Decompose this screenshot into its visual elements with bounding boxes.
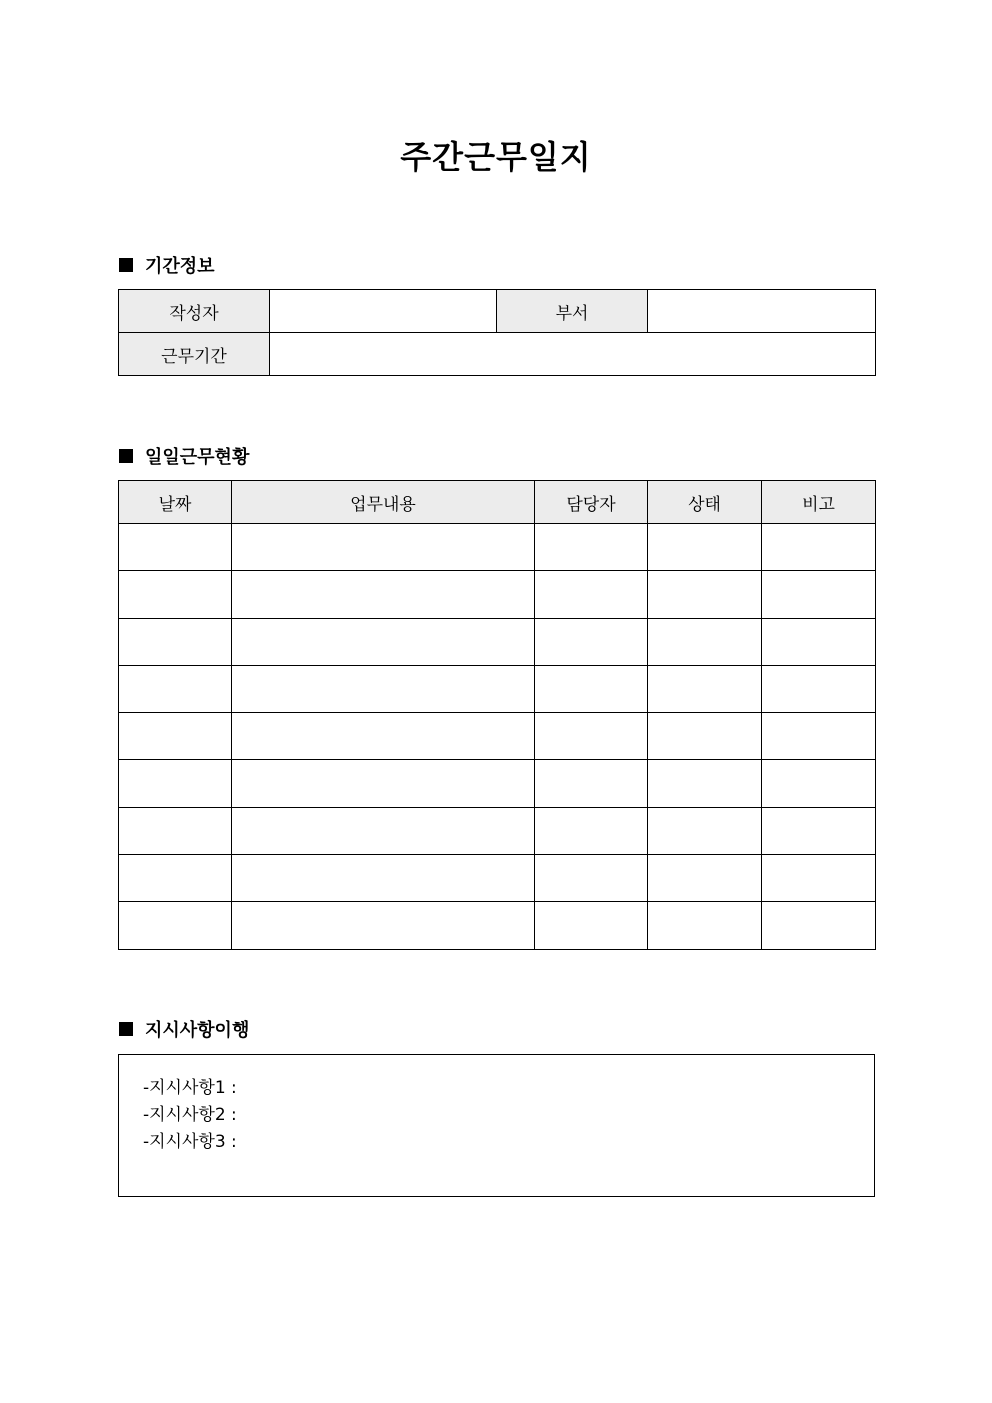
section-heading-daily-status [119, 443, 249, 469]
cell-date[interactable] [119, 807, 232, 854]
cell-date[interactable] [119, 571, 232, 618]
instruction-item: -지시사항3 : [143, 1132, 237, 1152]
cell-status[interactable] [648, 665, 762, 712]
cell-assignee[interactable] [535, 713, 648, 760]
column-header-remarks: 비고 [762, 481, 876, 524]
cell-task[interactable] [232, 618, 535, 665]
instructions-box[interactable] [118, 1054, 875, 1197]
cell-assignee[interactable] [535, 665, 648, 712]
document-title: 주간근무일지 [400, 138, 592, 176]
table-row [119, 855, 876, 902]
cell-assignee[interactable] [535, 807, 648, 854]
author-label: 작성자 [119, 290, 270, 333]
cell-remarks[interactable] [762, 807, 876, 854]
column-header-task: 업무내용 [232, 481, 535, 524]
cell-task[interactable] [232, 665, 535, 712]
cell-date[interactable] [119, 524, 232, 571]
table-row [119, 760, 876, 807]
section-heading-label: 일일근무현황 [145, 447, 250, 468]
work-period-label: 근무기간 [119, 333, 270, 376]
cell-status[interactable] [648, 902, 762, 949]
cell-date[interactable] [119, 902, 232, 949]
cell-date[interactable] [119, 760, 232, 807]
table-row [119, 524, 876, 571]
author-value-cell[interactable] [270, 290, 497, 333]
instruction-item: -지시사항2 : [143, 1105, 237, 1125]
table-row [119, 807, 876, 854]
cell-remarks[interactable] [762, 665, 876, 712]
cell-status[interactable] [648, 713, 762, 760]
instruction-item: -지시사항1 : [143, 1078, 237, 1098]
cell-task[interactable] [232, 855, 535, 902]
section-heading-label: 기간정보 [145, 256, 215, 277]
cell-date[interactable] [119, 618, 232, 665]
cell-remarks[interactable] [762, 760, 876, 807]
work-period-value-cell[interactable] [270, 333, 876, 376]
cell-task[interactable] [232, 807, 535, 854]
department-label: 부서 [497, 290, 648, 333]
table-row [119, 902, 876, 949]
cell-status[interactable] [648, 807, 762, 854]
table-header-row [119, 481, 876, 524]
table-row [119, 665, 876, 712]
cell-assignee[interactable] [535, 524, 648, 571]
cell-assignee[interactable] [535, 855, 648, 902]
cell-assignee[interactable] [535, 902, 648, 949]
cell-status[interactable] [648, 855, 762, 902]
cell-task[interactable] [232, 571, 535, 618]
section-heading-period-info [119, 252, 215, 278]
cell-status[interactable] [648, 524, 762, 571]
cell-date[interactable] [119, 713, 232, 760]
cell-date[interactable] [119, 665, 232, 712]
section-heading-label: 지시사항이행 [145, 1020, 250, 1041]
cell-date[interactable] [119, 855, 232, 902]
daily-status-table [118, 480, 876, 950]
cell-task[interactable] [232, 760, 535, 807]
table-row [119, 618, 876, 665]
period-info-table [118, 289, 876, 376]
cell-task[interactable] [232, 524, 535, 571]
section-heading-instructions [119, 1016, 249, 1042]
table-row [119, 571, 876, 618]
cell-status[interactable] [648, 618, 762, 665]
column-header-assignee: 담당자 [535, 481, 648, 524]
column-header-date: 날짜 [119, 481, 232, 524]
cell-remarks[interactable] [762, 618, 876, 665]
table-row [119, 713, 876, 760]
cell-assignee[interactable] [535, 760, 648, 807]
cell-status[interactable] [648, 760, 762, 807]
cell-task[interactable] [232, 713, 535, 760]
cell-assignee[interactable] [535, 618, 648, 665]
cell-remarks[interactable] [762, 855, 876, 902]
cell-status[interactable] [648, 571, 762, 618]
column-header-status: 상태 [648, 481, 762, 524]
cell-task[interactable] [232, 902, 535, 949]
cell-remarks[interactable] [762, 713, 876, 760]
cell-remarks[interactable] [762, 902, 876, 949]
square-bullet-icon [119, 1022, 133, 1036]
cell-remarks[interactable] [762, 571, 876, 618]
department-value-cell[interactable] [648, 290, 876, 333]
cell-assignee[interactable] [535, 571, 648, 618]
square-bullet-icon [119, 449, 133, 463]
cell-remarks[interactable] [762, 524, 876, 571]
square-bullet-icon [119, 258, 133, 272]
